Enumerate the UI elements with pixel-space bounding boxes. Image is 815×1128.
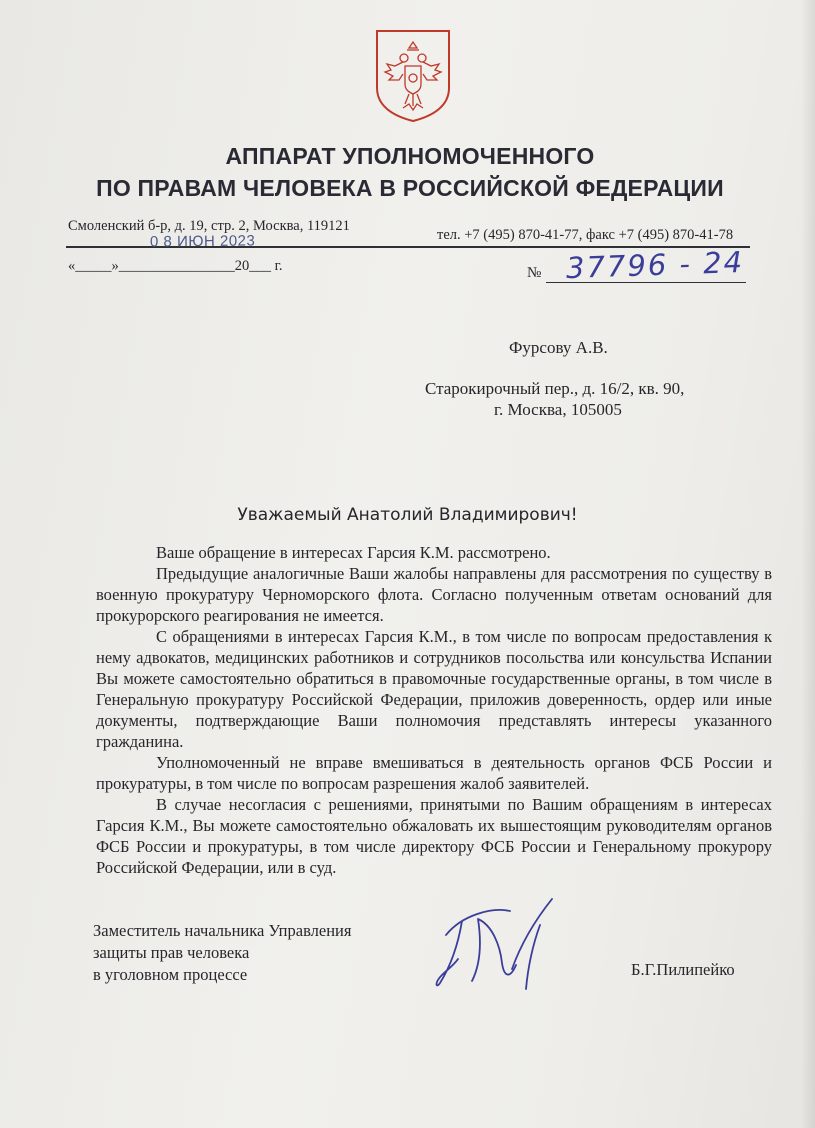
page-shadow [801,0,815,1128]
paragraph: Ваше обращение в интересах Гарсия К.М. рассмотрено. [156,543,551,562]
signer-position [93,920,351,986]
number-label: № [527,265,542,281]
recipient-address-line2: г. Москва, 105005 [494,400,622,419]
recipient-name: Фурсову А.В. [509,338,608,357]
signer-position-line1: Заместитель начальника Управления [93,921,352,940]
signer-position-line2: защиты прав человека [93,943,250,962]
recipient-address-line1: Старокирочный пер., д. 16/2, кв. 90, [425,379,685,398]
organization-phone-fax: тел. +7 (495) 870-41-77, факс +7 (495) 870-41-78 [437,227,734,243]
date-field: «_____»________________20___ г. [68,258,283,274]
paragraph: В случае несогласия с решениями, принятыми по Вашим обращениям в интересах Гарсия К.М., Вы можете самостоятельно обжаловать их вышестоящим руководителям органов ФСБ России и прокуратуры, в том числе директору ФСБ России и Генеральному прокурору Российской Федерации, или в суд. [96,795,772,877]
paragraph: Предыдущие аналогичные Ваши жалобы направлены для рассмотрения по существу в военную прокуратуру Черноморского флота. Согласно полученным ответам оснований для прокурорского реагирования не имеется. [96,564,772,625]
handwritten-signature [432,895,572,995]
paragraph: Уполномоченный не вправе вмешиваться в деятельность органов ФСБ России и прокуратуры, в том числе по вопросам разрешения жалоб заявителей. [96,753,772,793]
organization-title [60,140,760,204]
greeting: Уважаемый Анатолий Владимирович! [237,505,578,525]
letter-body [96,542,772,878]
signer-position-line3: в уголовном процессе [93,965,248,984]
organization-title-line2: ПО ПРАВАМ ЧЕЛОВЕКА В РОССИЙСКОЙ ФЕДЕРАЦИИ [96,175,724,201]
registration-number: 37796 - 24 [565,244,745,286]
date-stamp: 0 8 ИЮН 2023 [149,232,256,251]
coat-of-arms-icon [373,28,453,123]
paragraph: С обращениями в интересах Гарсия К.М., в том числе по вопросам предоставления к нему адвокатов, медицинских работников и сотрудников посольства или консульства Испании Вы можете самостоятельно обратиться в правомочные государственные органы, в том числе в Генеральную прокуратуру Российской Федерации, приложив доверенность, ордер или иные документы, подтверждающие Ваши полномочия представлять интересы указанного гражданина. [96,627,772,751]
organization-address: Смоленский б-р, д. 19, стр. 2, Москва, 119121 [68,218,350,234]
organization-title-line1: АППАРАТ УПОЛНОМОЧЕННОГО [225,143,595,169]
signer-name: Б.Г.Пилипейко [631,960,735,979]
